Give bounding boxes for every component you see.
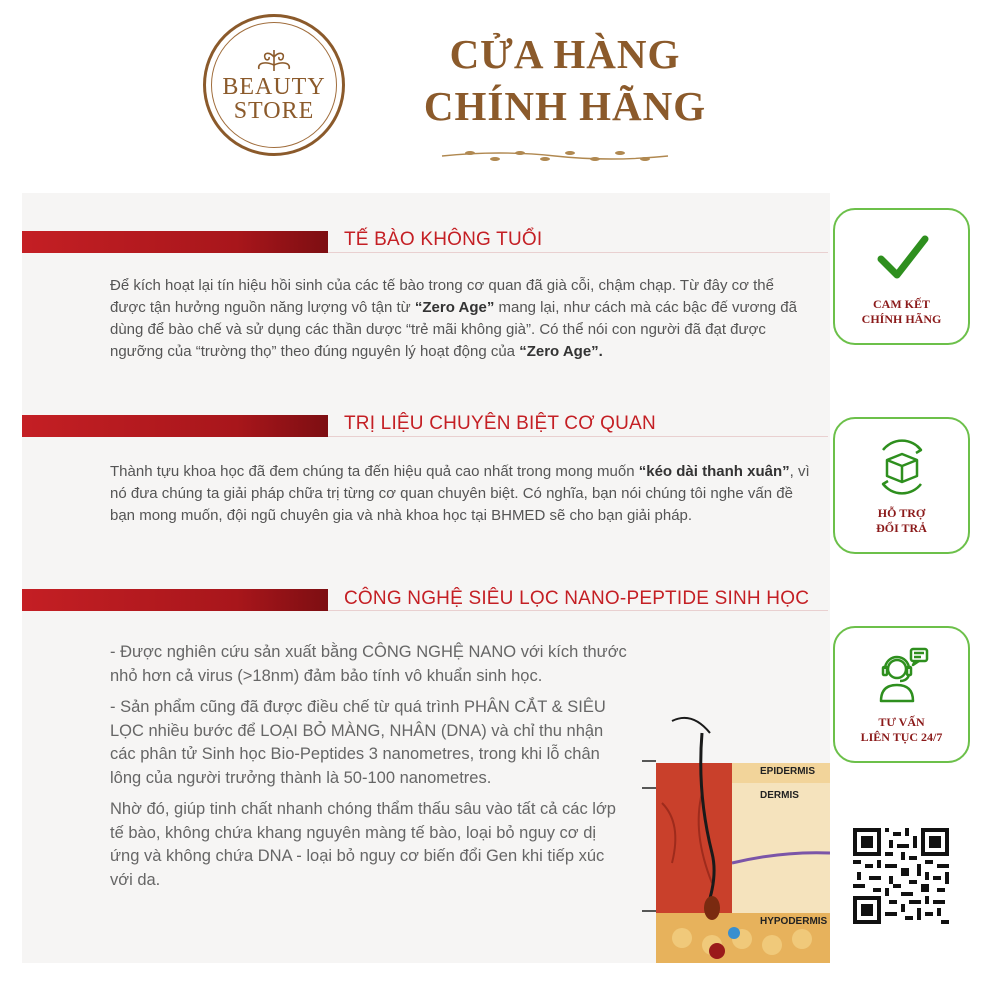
- section-bar-2: [22, 415, 328, 437]
- section-bar-1: [22, 231, 328, 253]
- paragraph-bold-text: “Zero Age”.: [519, 343, 603, 360]
- box-return-icon: [871, 436, 933, 498]
- badge-consultation-24-7: [833, 626, 970, 763]
- fleur-ornament-icon: [251, 47, 297, 73]
- section-title-nano-peptide: CÔNG NGHỆ SIÊU LỌC NANO-PEPTIDE SINH HỌC: [344, 588, 810, 609]
- badge-label-line2: CHÍNH HÃNG: [861, 311, 942, 326]
- badge-label-line2: LIÊN TỤC 24/7: [860, 729, 943, 744]
- badge-label-line1: HỖ TRỢ: [877, 505, 926, 520]
- badge-label-line1: TƯ VẤN: [878, 714, 925, 729]
- store-title-line2: CHÍNH HÃNG: [423, 83, 707, 129]
- section-paragraph-organ-therapy: [110, 461, 810, 527]
- logo-text-line2: STORE: [233, 98, 315, 124]
- badge-return-support: [833, 417, 970, 554]
- section-bar-3: [22, 589, 328, 611]
- skin-label-hypodermis: HYPODERMIS: [760, 916, 828, 927]
- list-item: Nhờ đó, giúp tinh chất nhanh chóng thẩm thấu sâu vào tất cả các lớp tế bào, không chứa khang nguyên màng tế bào, loại bỏ nguy cơ dị ứng và không chứa DNA - loại bỏ nguy cơ biến đổi Gen khi tiếp xúc với da.: [110, 800, 616, 889]
- badge-label: [862, 297, 942, 327]
- support-agent-icon: [871, 645, 933, 707]
- vine-divider-icon: [440, 148, 670, 164]
- paragraph-text: mang lại, như cách mà các bậc đế vương đã dùng để bào chế và sử dụng các thần dược “trẻ mãi không già”. Có thể nói con người đã đạt được ngưỡng của “trường thọ” theo đúng nguyên lý hoạt động của: [110, 299, 797, 360]
- logo-text-line1: BEAUTY: [222, 74, 326, 100]
- nano-peptide-list: [110, 641, 630, 900]
- badge-authentic-guarantee: [833, 208, 970, 345]
- store-title-line1: CỬA HÀNG: [449, 31, 681, 77]
- badge-label: [861, 715, 943, 745]
- badge-label-line2: ĐỔI TRẢ: [876, 520, 927, 535]
- check-icon: [871, 227, 933, 289]
- store-logo: [203, 14, 345, 156]
- badge-label-line1: CAM KẾT: [872, 296, 930, 311]
- paragraph-text: Để kích hoạt lại tín hiệu hồi sinh của các tế bào trong cơ quan đã già cỗi, chậm chạp. Từ đây cơ thể được tận hưởng nguồn năng lượng vô tận từ: [110, 277, 774, 316]
- paragraph-bold-text: “Zero Age”: [414, 299, 495, 316]
- badge-label: [876, 506, 927, 536]
- skin-layers-diagram: [642, 713, 830, 963]
- list-item: - Được nghiên cứu sản xuất bằng CÔNG NGHỆ NANO với kích thước nhỏ hơn cả virus (>18nm) đảm bảo tính vô khuẩn sinh học.: [110, 643, 627, 685]
- qr-code[interactable]: [853, 828, 949, 924]
- list-item: - Sản phẩm cũng đã được điều chế từ quá trình PHÂN CẮT & SIÊU LỌC nhiều bước để LOẠI BỎ MÀNG, NHÂN (DNA) và chỉ thu nhận các phân tử Sinh học Bio-Peptides 3 nanometres, trong khi lỗ chân lông của người trưởng thành là 50-100 nanometres.: [110, 698, 606, 787]
- section-paragraph-ageless-cells: [110, 275, 810, 363]
- section-title-ageless-cells: TẾ BÀO KHÔNG TUỔI: [344, 229, 543, 250]
- product-info-panel: [22, 193, 830, 963]
- paragraph-text: , vì nó đưa chúng ta giải pháp chữa trị từng cơ quan chuyên biệt. Có nghĩa, bạn nói chúng tôi nghe vấn đề bạn mong muốn, đội ngũ chuyên gia và nhà khoa học tại BHMED sẽ cho bạn giải pháp.: [110, 463, 810, 524]
- skin-label-epidermis: EPIDERMIS: [760, 766, 816, 777]
- paragraph-bold-text: “kéo dài thanh xuân”: [638, 463, 790, 480]
- paragraph-text: Thành tựu khoa học đã đem chúng ta đến hiệu quả cao nhất trong mong muốn: [110, 463, 639, 480]
- section-title-organ-therapy: TRỊ LIỆU CHUYÊN BIỆT CƠ QUAN: [344, 413, 656, 434]
- store-title: [395, 28, 735, 132]
- skin-label-dermis: DERMIS: [760, 790, 799, 801]
